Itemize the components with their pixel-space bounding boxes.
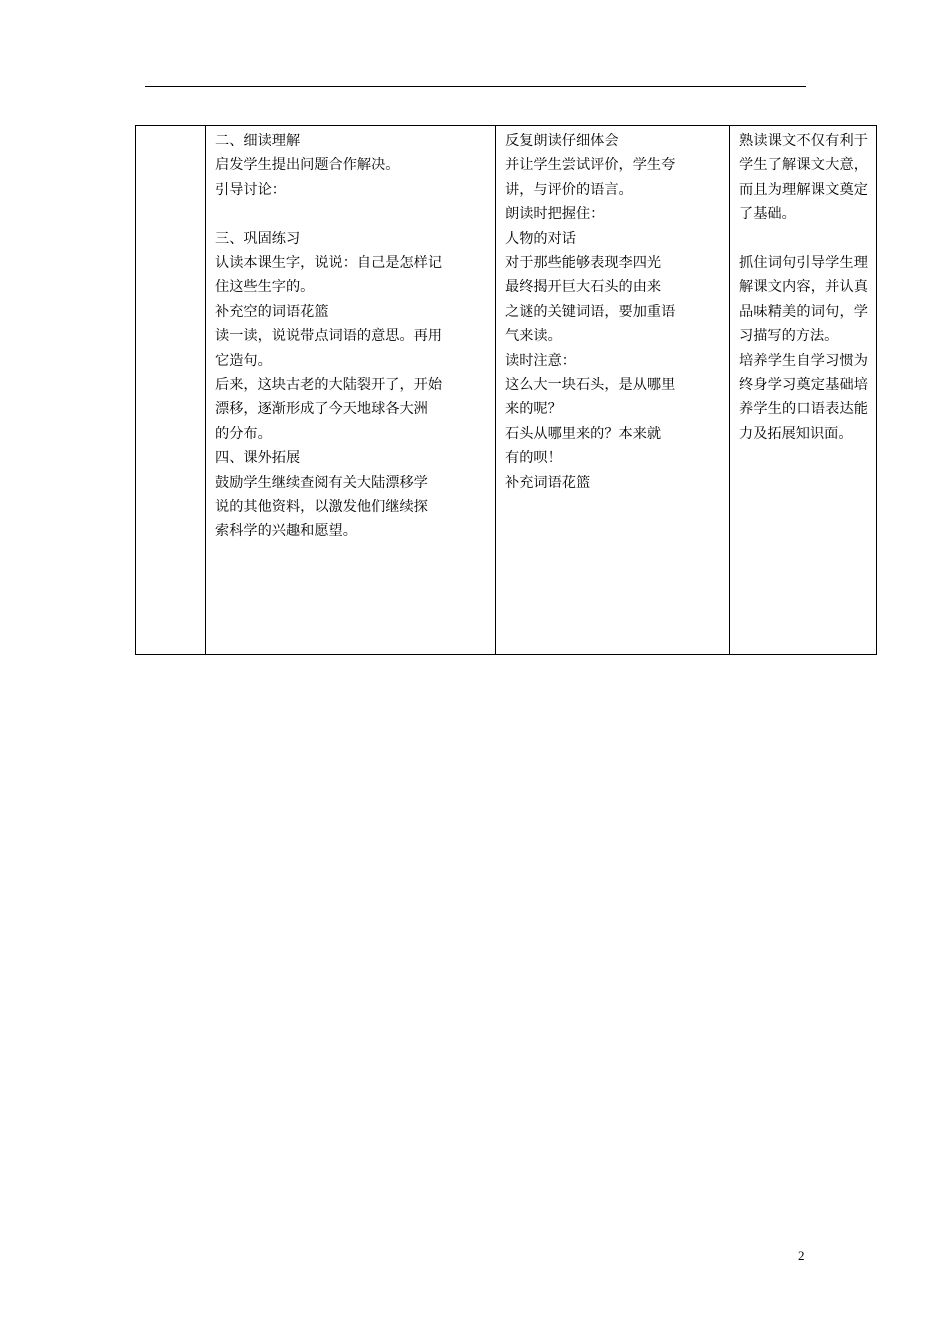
text-line: 补充词语花篮: [505, 474, 591, 491]
text-line: 朗读时把握住：: [505, 206, 605, 223]
text-line: 认读本课生字，说说：自己是怎样记: [215, 255, 443, 272]
text-line: 有的呗！: [505, 450, 562, 467]
text-line: 对于那些能够表现李四光: [505, 255, 662, 272]
blank-label-cell: [136, 126, 206, 655]
text-line: 人物的对话: [505, 230, 576, 247]
text-line: 的分布。: [215, 425, 272, 442]
text-line: 石头从哪里来的？本来就: [505, 425, 662, 442]
page-number: 2: [798, 1248, 805, 1263]
text-line: 气来读。: [505, 328, 562, 345]
text-line: 三、巩固练习: [215, 230, 301, 247]
table-row: [136, 126, 877, 655]
text-line: 培养学生自学习惯为终身学习奠定基础培养学生的口语表达能力及拓展知识面。: [739, 352, 868, 442]
text-line: 后来，这块古老的大陆裂开了，开始: [215, 377, 443, 394]
text-line: 读时注意：: [505, 352, 576, 369]
text-line: 四、课外拓展: [215, 450, 301, 467]
text-line: 漂移，逐渐形成了今天地球各大洲: [215, 401, 428, 418]
text-line: 说的其他资料，以激发他们继续探: [215, 499, 428, 516]
text-line: 启发学生提出问题合作解决。: [215, 157, 400, 174]
text-line: 二、细读理解: [215, 133, 301, 149]
text-line: 读一读，说说带点词语的意思。再用: [215, 328, 443, 345]
lesson-plan-table: [135, 125, 877, 655]
blank-line: [739, 227, 868, 251]
text-line: 住这些生字的。: [215, 279, 315, 296]
text-line: 来的呢？: [505, 401, 562, 418]
text-line: 熟读课文不仅有利于学生了解课文大意，而且为理解课文奠定了基础。: [739, 133, 868, 223]
text-line: 最终揭开巨大石头的由来: [505, 279, 662, 296]
text-line: 讲，与评价的语言。: [505, 181, 633, 198]
text-line: 补充空的词语花篮: [215, 303, 329, 320]
header-rule: [145, 86, 806, 87]
blank-line: [215, 202, 487, 226]
text-line: 引导讨论：: [215, 181, 286, 198]
student-activity-cell: [496, 126, 730, 655]
text-line: 之谜的关键词语，要加重语: [505, 303, 676, 320]
text-line: 索科学的兴趣和愿望。: [215, 523, 357, 540]
text-line: 鼓励学生继续查阅有关大陆漂移学: [215, 474, 428, 491]
text-line: 抓住词句引导学生理解课文内容，并认真品味精美的词句，学习描写的方法。: [739, 255, 868, 345]
text-line: 反复朗读仔细体会: [505, 133, 619, 149]
teaching-process-cell: [206, 126, 496, 655]
text-line: 它造句。: [215, 352, 272, 369]
text-line: 这么大一块石头，是从哪里: [505, 377, 676, 394]
design-intent-cell: [730, 126, 877, 655]
text-line: 并让学生尝试评价，学生夸: [505, 157, 676, 174]
